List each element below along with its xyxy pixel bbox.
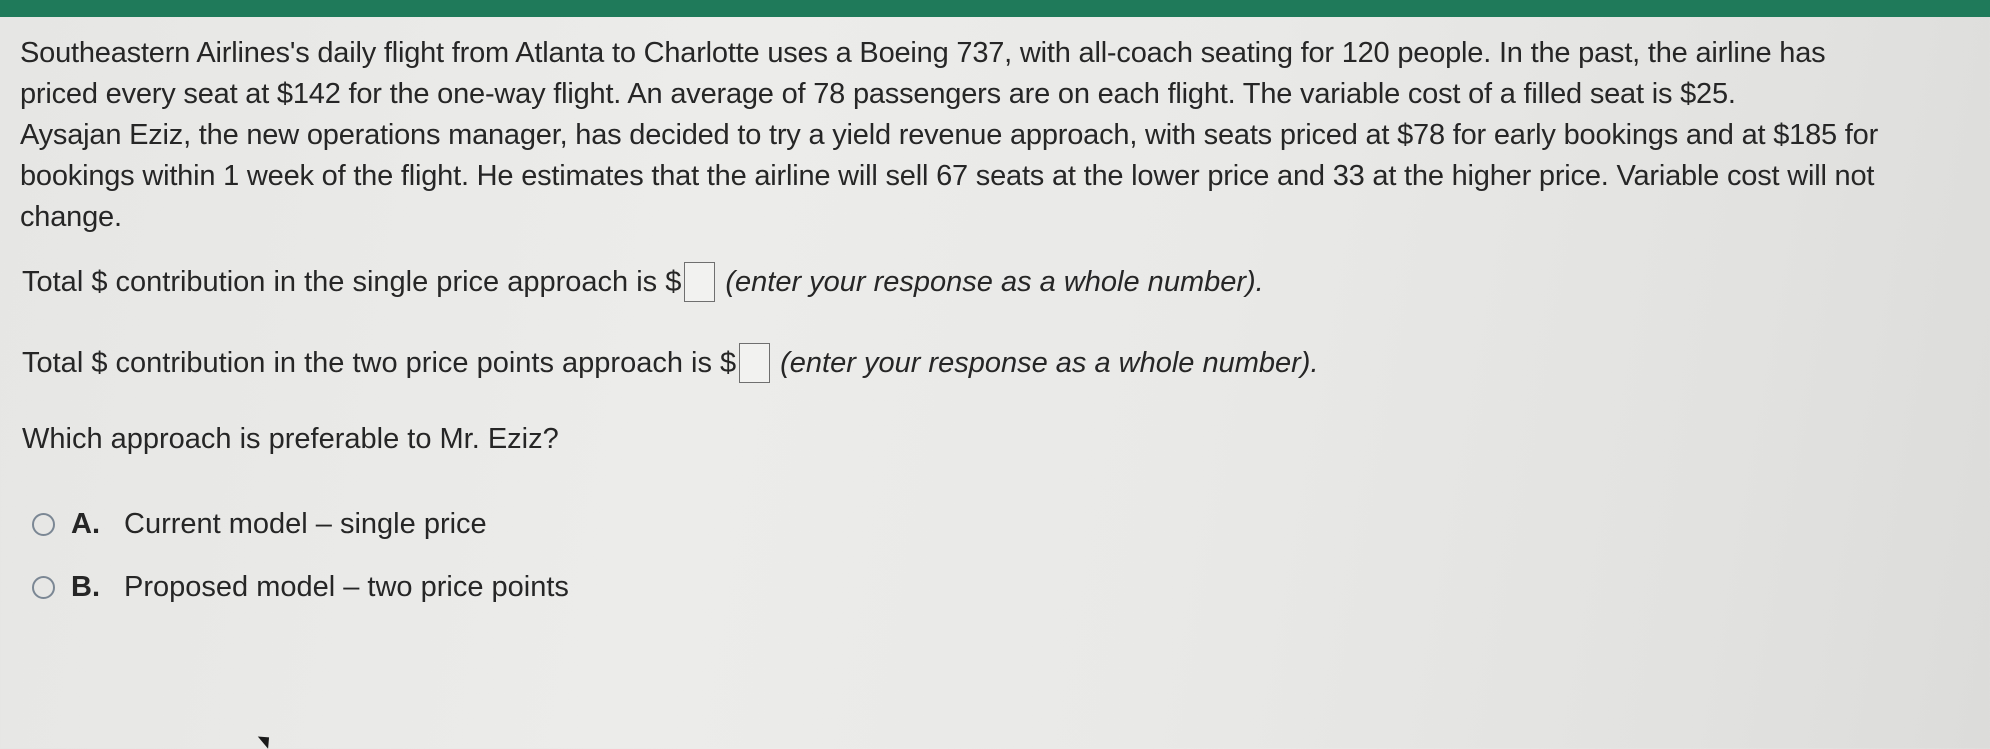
mouse-pointer-icon [258, 731, 274, 748]
option-a-letter: A. [71, 508, 100, 540]
preferable-approach-prompt: Which approach is preferable to Mr. Eziz? [22, 423, 559, 455]
option-a-radio[interactable] [32, 513, 55, 536]
option-a-label: Current model – single price [124, 508, 487, 540]
two-price-answer-input[interactable] [739, 343, 770, 383]
question-line: bookings within 1 week of the flight. He estimates that the airline will sell 67 seats at the lower price and 33 at the higher price. Variable cost will not [20, 160, 1875, 192]
option-b-label: Proposed model – two price points [124, 571, 569, 603]
two-price-contribution-row [22, 343, 1319, 383]
option-b-letter: B. [71, 571, 100, 603]
question-text [20, 33, 1975, 238]
single-price-prompt: Total $ contribution in the single price approach is $ [22, 266, 682, 298]
two-price-hint: (enter your response as a whole number). [780, 347, 1319, 379]
question-line: change. [20, 201, 122, 233]
question-line: Southeastern Airlines's daily flight from Atlanta to Charlotte uses a Boeing 737, with all-coach seating for 120 people. In the past, the airline has [20, 37, 1826, 69]
single-price-hint: (enter your response as a whole number). [725, 266, 1264, 298]
option-b-radio[interactable] [32, 576, 55, 599]
two-price-prompt: Total $ contribution in the two price points approach is $ [22, 347, 737, 379]
single-price-contribution-row [22, 262, 1264, 302]
question-line: Aysajan Eziz, the new operations manager, has decided to try a yield revenue approach, with seats priced at $78 for early bookings and at $185 for [20, 119, 1879, 151]
option-a[interactable] [32, 508, 487, 541]
top-header-bar [0, 0, 1990, 17]
option-b[interactable] [32, 571, 569, 604]
question-line: priced every seat at $142 for the one-way flight. An average of 78 passengers are on each flight. The variable cost of a filled seat is $25. [20, 78, 1736, 110]
preferable-approach-row [22, 420, 559, 458]
single-price-answer-input[interactable] [684, 262, 715, 302]
